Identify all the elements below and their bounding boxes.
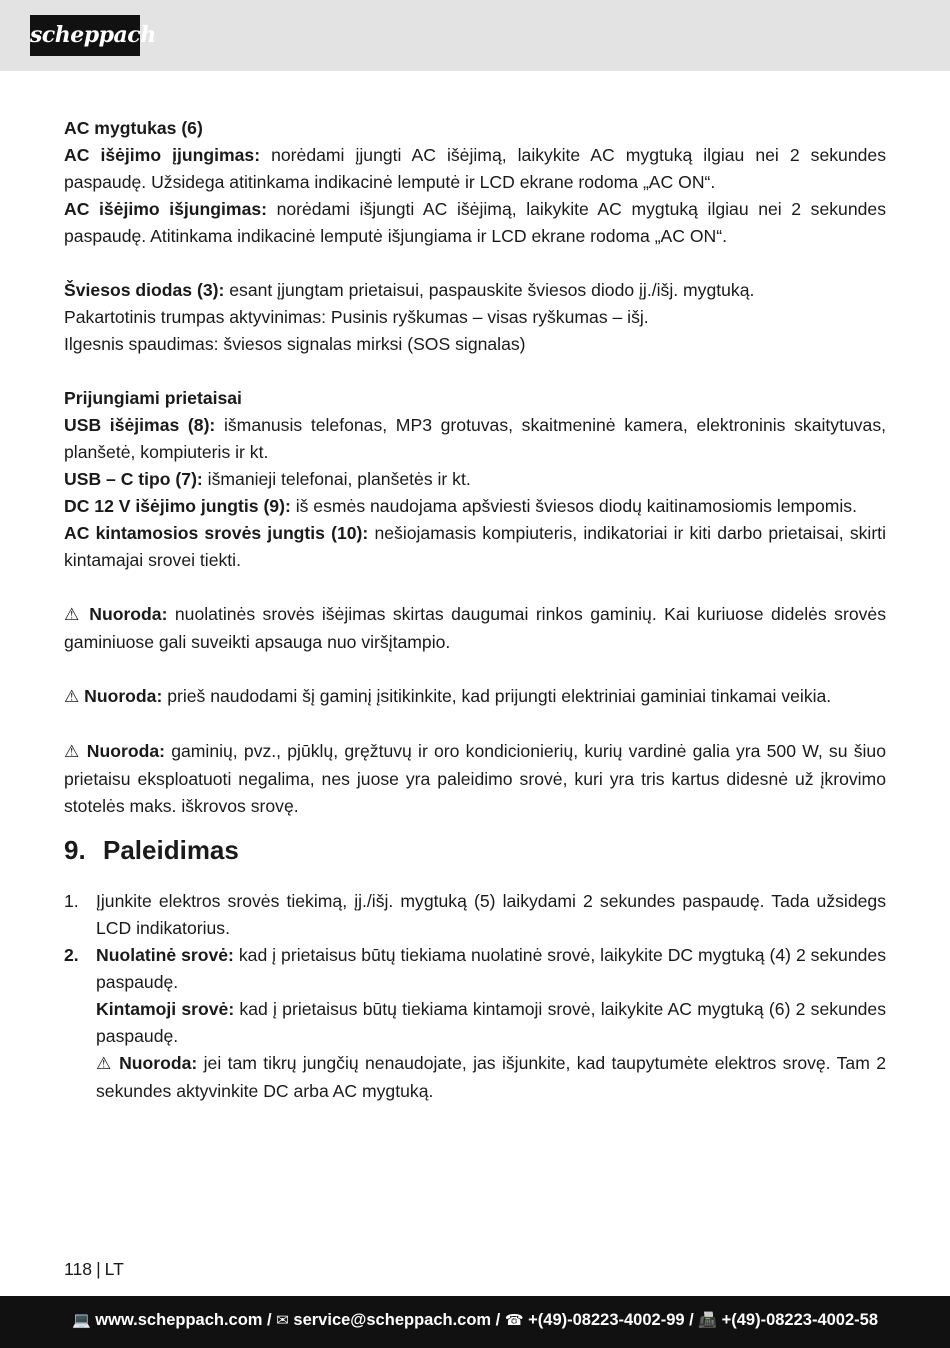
note-text: nuolatinės srovės išėjimas skirtas daugumai rinkos gaminių. Kai kuriuose didelės srovės gaminiuose gali suveikti apsauga nuo viršįtampio.	[64, 604, 886, 652]
footer-separator: /	[262, 1311, 277, 1329]
ac-off-paragraph	[64, 196, 886, 250]
phone-number[interactable]: +(49)-08223-4002-99	[528, 1311, 685, 1329]
led-line-3: Ilgesnis spaudimas: šviesos signalas mirksi (SOS signalas)	[64, 334, 526, 354]
step-2	[64, 942, 886, 1105]
footer-separator: /	[684, 1311, 699, 1329]
note-text: prieš naudodami šį gaminį įsitikinkite, kad prijungti elektriniai gaminiai tinkamai veikia.	[162, 686, 832, 706]
mail-icon: ✉	[276, 1311, 289, 1329]
step-number: 1.	[64, 891, 79, 911]
scheppach-logo: scheppach	[30, 15, 140, 56]
page-content	[64, 115, 886, 1105]
dc-paragraph	[96, 942, 886, 996]
device-item: USB išėjimas (8): išmanusis telefonas, MP3 grotuvas, skaitmeninė kamera, elektroninis skaitytuvas, planšetė, kompiuteris ir kt.	[64, 415, 887, 462]
ac-off-label: AC išėjimo išjungimas:	[64, 199, 267, 219]
note-label: Nuoroda:	[86, 741, 165, 761]
page-separator: |	[96, 1259, 101, 1279]
phone-icon: ☎	[504, 1311, 524, 1329]
section-number: 9.	[64, 835, 86, 865]
website-link[interactable]: www.scheppach.com	[95, 1311, 263, 1329]
led-paragraph	[64, 277, 886, 304]
device-item: AC kintamosios srovės jungtis (10): nešiojamasis kompiuteris, indikatoriai ir kiti darbo prietaisai, skirti kintamajai srovei tiekti.	[64, 523, 886, 570]
ac-button-heading: AC mygtukas (6)	[64, 118, 203, 138]
ac-paragraph	[96, 996, 886, 1050]
ac-on-paragraph	[64, 142, 886, 196]
warning-icon: ⚠	[64, 742, 81, 762]
step-text: Įjunkite elektros srovės tiekimą, įj./išj. mygtuką (5) laikydami 2 sekundes paspaudę. Tada užsidegs LCD indikatorius.	[96, 891, 886, 938]
header-bar	[0, 0, 950, 71]
footer-separator: /	[491, 1311, 505, 1329]
note-paragraph	[96, 1050, 886, 1105]
device-item: USB – C tipo (7): išmanieji telefonai, planšetės ir kt.	[64, 469, 471, 489]
fax-number: +(49)-08223-4002-58	[721, 1311, 878, 1329]
led-text: esant įjungtam prietaisui, paspauskite šviesos diodo įj./išj. mygtuką.	[224, 280, 755, 300]
ac-off-text: norėdami išjungti AC išėjimą, laikykite AC mygtuką ilgiau nei 2 sekundes paspaudę. Atitinkama indikacinė lemputė išjungiama ir LCD ekrane rodoma „AC ON“.	[64, 199, 886, 246]
footer-bar	[0, 1296, 950, 1348]
page-language: LT	[104, 1259, 124, 1279]
warning-icon: ⚠	[96, 1054, 113, 1074]
computer-icon: 💻	[72, 1311, 91, 1329]
dc-text: kad į prietaisus būtų tiekiama nuolatinė srovė, laikykite DC mygtuką (4) 2 sekundes paspaudę.	[96, 945, 886, 992]
led-label: Šviesos diodas (3):	[64, 280, 225, 300]
devices-heading: Prijungiami prietaisai	[64, 388, 242, 408]
page-number	[64, 1256, 124, 1283]
note-label: Nuoroda:	[89, 604, 168, 624]
fax-icon: 📠	[698, 1311, 717, 1329]
note-text: gaminių, pvz., pjūklų, gręžtuvų ir oro kondicionierių, kurių vardinė galia yra 500 W, su šiuo prietaisu eksploatuoti negalima, nes juose yra paleidimo srovė, kuri yra tris kartus didesnė už įkrovimo stotelės maks. iškrovos srovę.	[64, 741, 887, 816]
note-paragraph	[64, 601, 886, 656]
ac-label: Kintamoji srovė:	[96, 999, 235, 1019]
note-text: jei tam tikrų jungčių nenaudojate, jas išjunkite, kad taupytumėte elektros srovę. Tam 2 sekundes aktyvinkite DC arba AC mygtuką.	[96, 1053, 886, 1101]
dc-label: Nuolatinė srovė:	[96, 945, 234, 965]
device-item: DC 12 V išėjimo jungtis (9): iš esmės naudojama apšviesti šviesos diodų kaitinamosiomis lempomis.	[64, 496, 857, 516]
section-heading	[64, 834, 886, 866]
ac-on-text: norėdami įjungti AC išėjimą, laikykite AC mygtuką ilgiau nei 2 sekundes paspaudę. Užsidega atitinkama indikacinė lemputė ir LCD ekrane rodoma „AC ON“.	[64, 145, 886, 192]
warning-icon: ⚠	[64, 687, 80, 707]
ac-on-label: AC išėjimo įjungimas:	[64, 145, 261, 165]
section-title: Paleidimas	[103, 835, 239, 865]
ac-text: kad į prietaisus būtų tiekiama kintamoji srovė, laikykite AC mygtuką (6) 2 sekundes paspaudę.	[96, 999, 887, 1046]
warning-icon: ⚠	[64, 605, 82, 625]
note-paragraph	[64, 738, 886, 820]
step-number: 2.	[64, 945, 79, 965]
note-paragraph	[64, 683, 886, 711]
note-label: Nuoroda:	[119, 1053, 198, 1073]
led-line-2: Pakartotinis trumpas aktyvinimas: Pusinis ryškumas – visas ryškumas – išj.	[64, 307, 649, 327]
email-link[interactable]: service@scheppach.com	[293, 1311, 492, 1329]
note-label: Nuoroda:	[84, 686, 163, 706]
step-1	[64, 888, 886, 942]
page-number-value: 118	[64, 1259, 93, 1279]
